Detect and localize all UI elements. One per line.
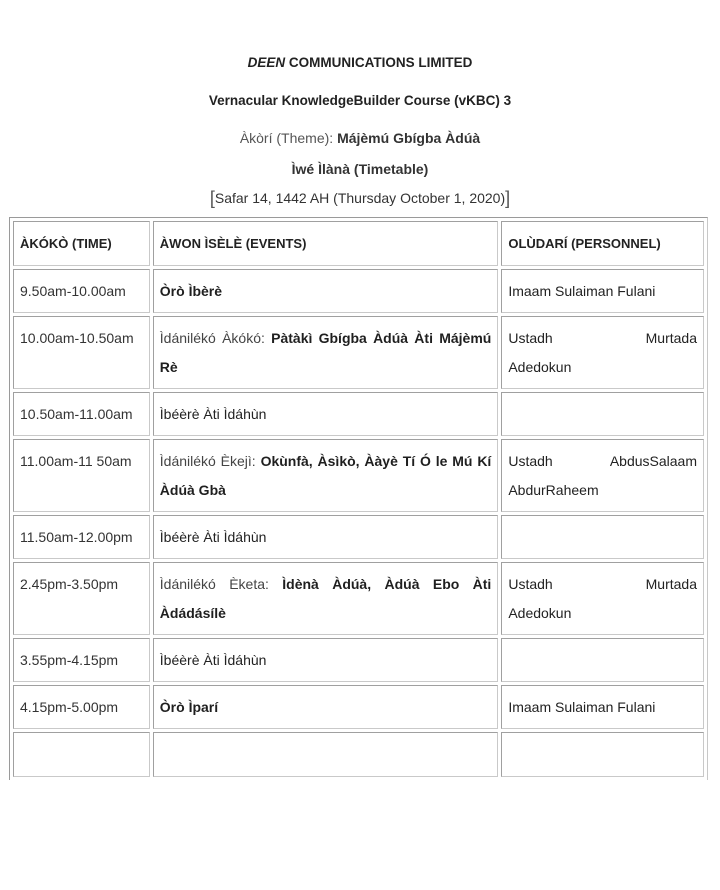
empty-cell	[13, 732, 150, 777]
personnel-title: Ustadh	[508, 576, 553, 592]
row-event	[153, 562, 499, 635]
table-row	[13, 439, 704, 512]
row-time: 11.00am-11 50am	[13, 439, 150, 512]
date-bracket-open: [	[209, 188, 215, 208]
row-time: 11.50am-12.00pm	[13, 515, 150, 559]
row-event-prefix: Ìdánilékó Èketa:	[159, 576, 283, 592]
table-row	[13, 392, 704, 436]
table-row	[13, 316, 704, 389]
organization-title-rest: COMMUNICATIONS LIMITED	[285, 55, 473, 70]
table-row	[13, 638, 704, 682]
row-time: 3.55pm-4.15pm	[13, 638, 150, 682]
theme-label: Àkòrí (Theme):	[239, 130, 338, 146]
table-row	[13, 269, 704, 313]
table-row-empty	[13, 732, 704, 777]
row-personnel	[501, 439, 704, 512]
course-title: Vernacular KnowledgeBuilder Course (vKBC) 3	[208, 93, 512, 108]
personnel-title: Ustadh	[508, 330, 553, 346]
header-time: ÀKÓKÒ (TIME)	[13, 221, 150, 266]
row-event-bold: Òrò Ìparí	[159, 699, 219, 715]
row-event	[153, 269, 499, 313]
row-event: Ìbéèrè Àti Ìdáhùn	[153, 638, 499, 682]
row-time: 2.45pm-3.50pm	[13, 562, 150, 635]
header-personnel: OLÙDARÍ (PERSONNEL)	[501, 221, 704, 266]
table-row	[13, 562, 704, 635]
row-personnel	[501, 392, 704, 436]
empty-cell	[501, 732, 704, 777]
organization-title	[0, 55, 720, 70]
personnel-surname: Adedokun	[508, 359, 572, 375]
row-event-prefix: Ìdánilékó Àkókó:	[159, 330, 272, 346]
timetable-title-yoruba: Ìwé Ìlànà	[291, 161, 354, 177]
row-personnel: Imaam Sulaiman Fulani	[501, 685, 704, 729]
row-time: 10.50am-11.00am	[13, 392, 150, 436]
row-time: 10.00am-10.50am	[13, 316, 150, 389]
header-events: ÀWON ÌSÈLÈ (EVENTS)	[153, 221, 499, 266]
schedule-table	[9, 217, 708, 780]
timetable-title	[0, 161, 720, 177]
personnel-surname: AbdurRaheem	[508, 482, 599, 498]
personnel-surname: Adedokun	[508, 605, 572, 621]
personnel-first-name: Murtada	[645, 330, 697, 346]
row-personnel	[501, 316, 704, 389]
date-bracket-close: ]	[505, 188, 511, 208]
organization-title-em: DEEN	[247, 55, 286, 70]
date-text: Safar 14, 1442 AH (Thursday October 1, 2020)	[214, 190, 506, 206]
table-row	[13, 515, 704, 559]
row-personnel	[501, 515, 704, 559]
row-event-bold: Pàtàkì Gbígba Àdúà Àti Májèmú Rè	[159, 330, 492, 375]
row-event: Ìbéèrè Àti Ìdáhùn	[153, 515, 499, 559]
empty-cell	[153, 732, 499, 777]
row-time: 9.50am-10.00am	[13, 269, 150, 313]
personnel-first-name: AbdusSalaam	[609, 453, 697, 469]
row-personnel	[501, 638, 704, 682]
row-event-bold: Okùnfà, Àsìkò, Ààyè Tí Ó le Mú Kí Àdúà Gbà	[159, 453, 492, 498]
row-time: 4.15pm-5.00pm	[13, 685, 150, 729]
row-event-bold: Òrò Ìbèrè	[159, 283, 223, 299]
row-event-prefix: Ìdánilékó Èkejì:	[159, 453, 261, 469]
row-personnel: Imaam Sulaiman Fulani	[501, 269, 704, 313]
personnel-title: Ustadh	[508, 453, 553, 469]
row-event	[153, 316, 499, 389]
row-event	[153, 439, 499, 512]
row-event-bold: Ìdènà Àdúà, Àdúà Ebo Àti Àdádásílè	[159, 576, 492, 621]
date-line	[0, 188, 720, 209]
row-event	[153, 685, 499, 729]
personnel-first-name: Murtada	[645, 576, 697, 592]
theme-value: Májèmú Gbígba Àdúà	[337, 130, 481, 146]
theme-line	[0, 130, 720, 146]
table-row	[13, 685, 704, 729]
row-event: Ìbéèrè Àti Ìdáhùn	[153, 392, 499, 436]
row-personnel	[501, 562, 704, 635]
table-header-row	[13, 221, 704, 266]
timetable-title-english: (Timetable)	[353, 161, 429, 177]
